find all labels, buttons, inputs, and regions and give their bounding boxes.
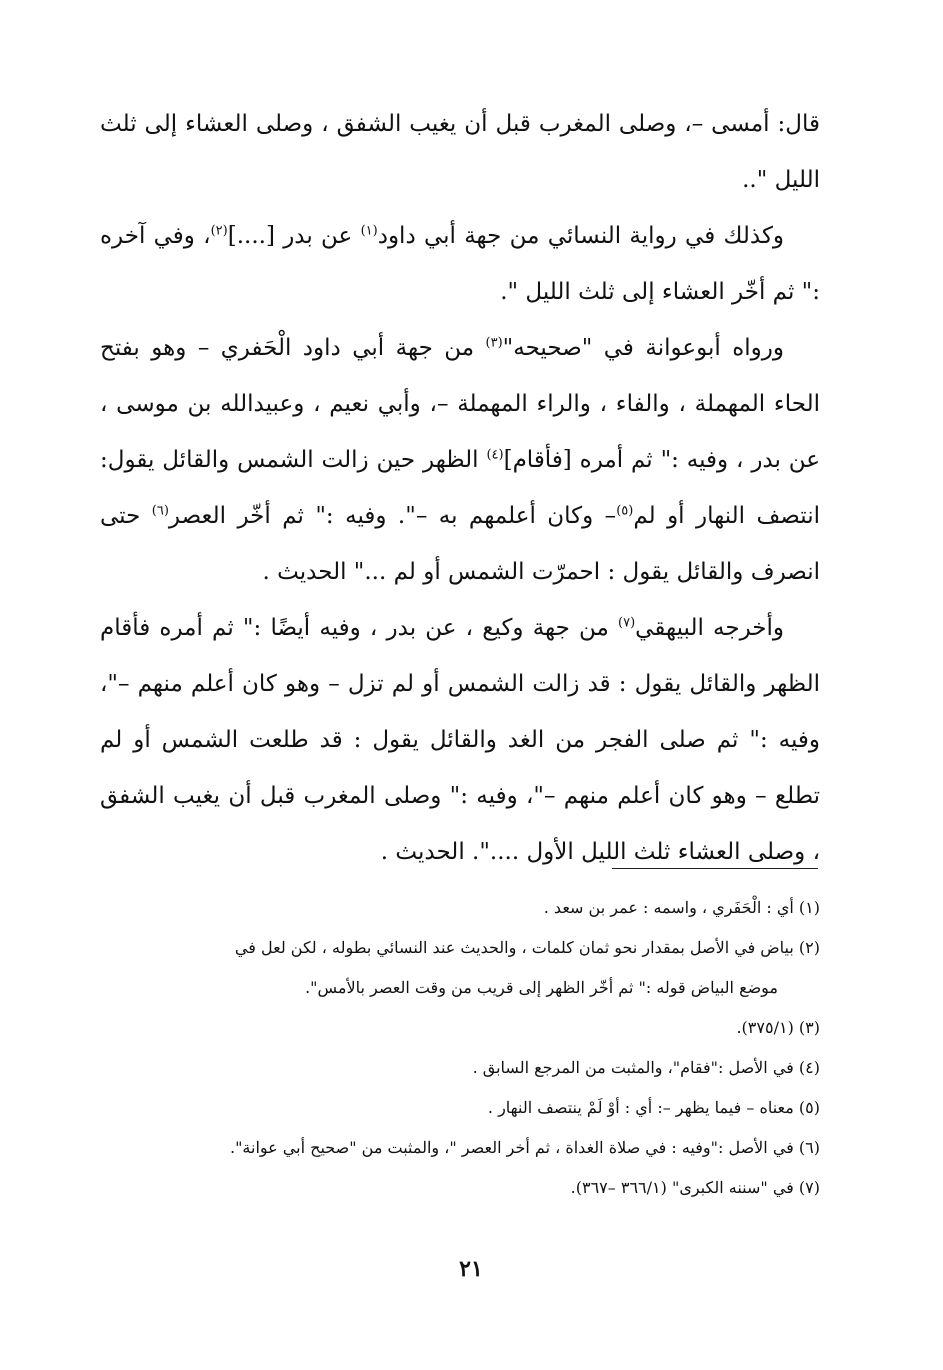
text-segment: حتى انصرف والقائل يقول : احمرّت الشمس أو لم ..." الحديث . bbox=[100, 503, 820, 585]
page-number: ٢١ bbox=[459, 1256, 483, 1282]
text-segment: وكذلك في رواية النسائي من جهة أبي داود bbox=[377, 223, 784, 249]
footnote-text: بياض في الأصل بمقدار نحو ثمان كلمات ، والحديث عند النسائي بطوله ، لكن لعل في bbox=[234, 938, 794, 957]
footnote-item bbox=[104, 1008, 820, 1048]
paragraph-p3 bbox=[100, 320, 820, 600]
text-segment: وأخرجه البيهقي bbox=[635, 615, 784, 641]
text-segment: ، وفي آخره :" ثم أخّر العشاء إلى ثلث الليل ". bbox=[100, 223, 820, 305]
footnote-number: (٦) bbox=[798, 1138, 820, 1157]
footnote-text: معناه – فيما يظهر –: أي : أوْ لَمْ ينتصف النهار . bbox=[487, 1098, 794, 1117]
footnote-item bbox=[104, 928, 820, 1008]
footnote-reference: (٢) bbox=[210, 223, 228, 239]
footnote-text: في الأصل :"وفيه : في صلاة الغداة ، ثم أخر العصر "، والمثبت من "صحيح أبي عوانة". bbox=[229, 1138, 794, 1157]
footnote-reference: (٣) bbox=[485, 335, 503, 351]
footnote-reference: (٦) bbox=[151, 503, 169, 519]
paragraph-p1 bbox=[100, 96, 820, 208]
footnote-text: أي : الْحَفَري ، واسمه : عمر بن سعد . bbox=[543, 898, 794, 917]
paragraph-p4 bbox=[100, 600, 820, 880]
main-text-body bbox=[100, 96, 820, 880]
text-segment: – وكان أعلمهم به –". وفيه :" ثم أخّر العصر bbox=[168, 503, 617, 529]
footnote-reference: (٥) bbox=[616, 503, 634, 519]
footnote-reference: (١) bbox=[360, 223, 378, 239]
footnote-number: (٧) bbox=[798, 1178, 820, 1197]
footnote-item bbox=[104, 1048, 820, 1088]
text-segment: قال: أمسى –، وصلى المغرب قبل أن يغيب الشفق ، وصلى العشاء إلى ثلث الليل ".. bbox=[100, 111, 820, 193]
footnote-item bbox=[104, 1128, 820, 1168]
footnote-reference: (٧) bbox=[618, 615, 636, 631]
footnote-number: (٥) bbox=[798, 1098, 820, 1117]
footnote-number: (٢) bbox=[798, 938, 820, 957]
footnote-text: (٣٧٥/١). bbox=[736, 1018, 794, 1037]
footnote-item bbox=[104, 1088, 820, 1128]
text-segment: من جهة أبي داود الْحَفري – وهو بفتح الحاء المهملة ، والفاء ، والراء المهملة –، وأبي نعيم ، وعبيدالله بن موسى ، عن بدر ، وفيه :" ثم أمره [فأقام] bbox=[100, 335, 821, 473]
footnote-reference: (٤) bbox=[486, 447, 504, 463]
text-segment: عن بدر [....] bbox=[227, 223, 361, 249]
footnote-text: في الأصل :"فقام"، والمثبت من المرجع السابق . bbox=[472, 1058, 794, 1077]
footnote-item bbox=[104, 888, 820, 928]
footnote-number: (٤) bbox=[798, 1058, 820, 1077]
footnote-continuation: موضع البياض قوله :" ثم أخّر الظهر إلى قريب من وقت العصر بالأمس". bbox=[305, 978, 778, 997]
text-segment: الظهر حين زالت الشمس والقائل يقول: انتصف النهار أو لم bbox=[100, 447, 820, 529]
footnote-item bbox=[104, 1168, 820, 1208]
footnotes-section bbox=[104, 888, 820, 1208]
footnote-number: (١) bbox=[798, 898, 820, 917]
text-segment: ورواه أبوعوانة في "صحيحه" bbox=[502, 335, 784, 361]
footnote-text: في "سننه الكبرى" (٣٦٦/١ –٣٦٧). bbox=[570, 1178, 794, 1197]
footnote-separator bbox=[612, 868, 818, 869]
footnote-number: (٣) bbox=[798, 1018, 820, 1037]
text-segment: من جهة وكيع ، عن بدر ، وفيه أيضًا :" ثم أمره فأقام الظهر والقائل يقول : قد زالت الشمس أو لم تزل – وهو كان أعلم منهم –"، وفيه :" ثم صلى الفجر من الغد والقائل يقول : قد طلعت الشمس أو لم تطلع – وهو كان أعلم منهم –"، وفيه :" وصلى المغرب قبل أن يغيب الشفق ، وصلى العشاء ثلث الليل الأول ....". الحديث . bbox=[100, 615, 820, 865]
paragraph-p2 bbox=[100, 208, 820, 320]
